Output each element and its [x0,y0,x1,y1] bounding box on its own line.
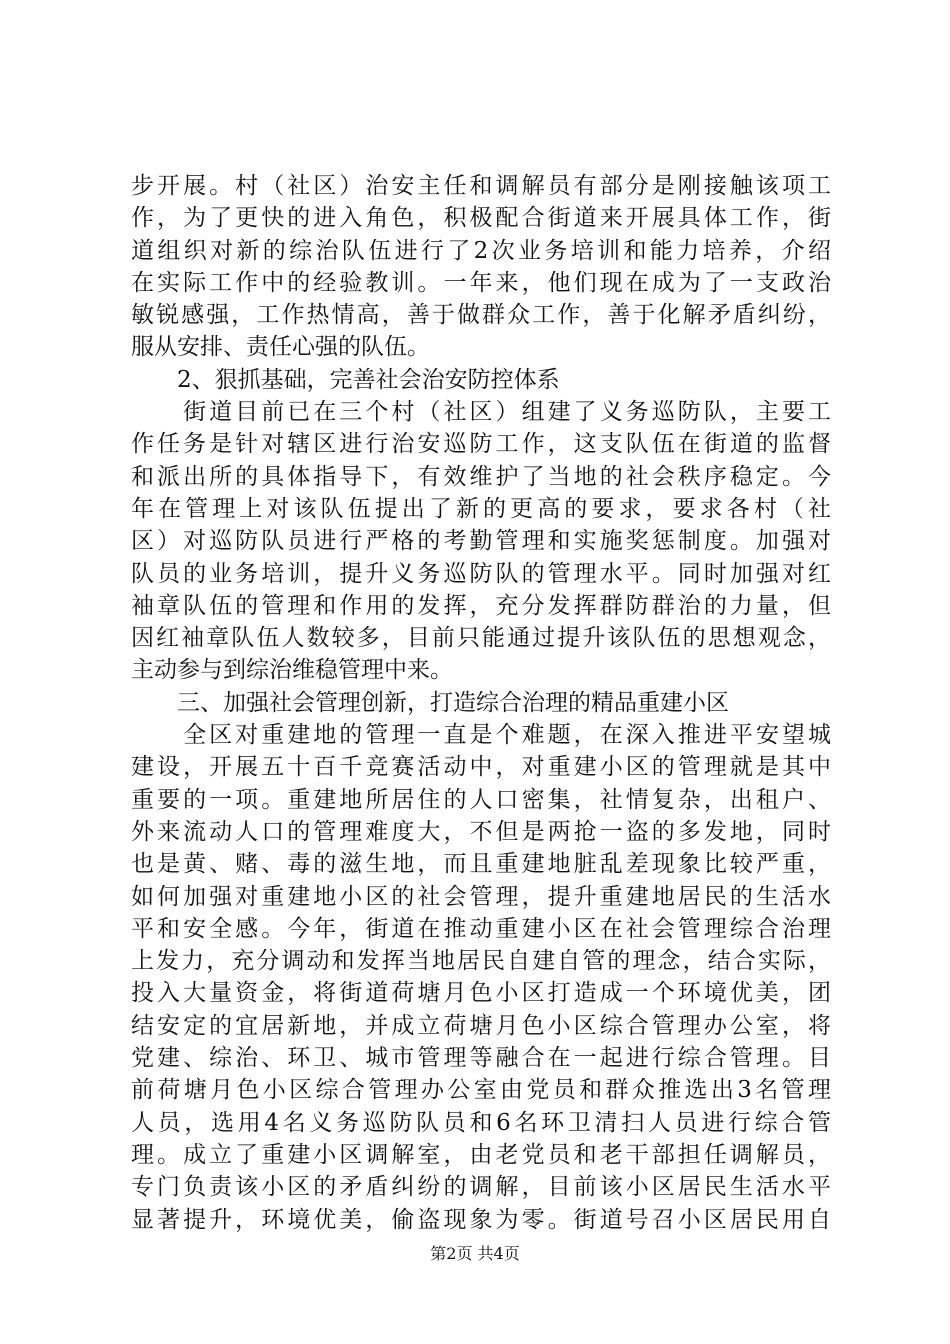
text-line: 三、加强社会管理创新，打造综合治理的精品重建小区 [131,689,729,716]
page-footer: 第2页 共4页 [430,1244,520,1263]
text-line: 上发力，充分调动和发挥当地居民自建自管的理念，结合实际， [131,948,831,975]
text-line: 党建、综治、环卫、城市管理等融合在一起进行综合管理。目 [131,1045,831,1072]
text-line: 专门负责该小区的矛盾纠纷的调解，目前该小区居民生活水平 [131,1174,831,1201]
text-line: 重要的一项。重建地所居住的人口密集，社情复杂，出租户、 [131,786,831,813]
text-line: 显著提升，环境优美，偷盗现象为零。街道号召小区居民用自 [131,1206,831,1233]
text-line: 前荷塘月色小区综合管理办公室由党员和群众推选出3名管理 [131,1077,831,1104]
document-body [131,170,831,1236]
text-line: 理。成立了重建小区调解室，由老党员和老干部担任调解员， [131,1141,831,1168]
text-line: 主动参与到综治维稳管理中来。 [131,657,453,684]
text-line: 结安定的宜居新地，并成立荷塘月色小区综合管理办公室，将 [131,1012,831,1039]
text-line: 全区对重建地的管理一直是个难题，在深入推进平安望城 [131,722,831,749]
text-line: 在实际工作中的经验教训。一年来，他们现在成为了一支政治 [131,269,831,296]
text-line: 袖章队伍的管理和作用的发挥，充分发挥群防群治的力量，但 [131,592,831,619]
text-line: 区）对巡防队员进行严格的考勤管理和实施奖惩制度。加强对 [131,528,831,555]
text-line: 平和安全感。今年，街道在推动重建小区在社会管理综合治理 [131,915,831,942]
text-line: 投入大量资金，将街道荷塘月色小区打造成一个环境优美，团 [131,980,831,1007]
text-line: 外来流动人口的管理难度大，不但是两抢一盗的多发地，同时 [131,818,831,845]
text-line: 服从安排、责任心强的队伍。 [131,334,430,361]
text-line: 道组织对新的综治队伍进行了2次业务培训和能力培养，介绍 [131,237,831,264]
text-line: 队员的业务培训，提升义务巡防队的管理水平。同时加强对红 [131,560,831,587]
text-line: 年在管理上对该队伍提出了新的更高的要求，要求各村（社 [131,495,831,522]
text-line: 步开展。村（社区）治安主任和调解员有部分是刚接触该项工 [131,173,831,199]
text-line: 作，为了更快的进入角色，积极配合街道来开展具体工作，街 [131,205,831,232]
text-line: 也是黄、赌、毒的滋生地，而且重建地脏乱差现象比较严重， [131,851,831,878]
text-line: 敏锐感强，工作热情高，善于做群众工作，善于化解矛盾纠纷， [131,302,831,329]
text-line: 街道目前已在三个村（社区）组建了义务巡防队，主要工 [131,399,831,426]
text-line: 因红袖章队伍人数较多，目前只能通过提升该队伍的思想观念， [131,625,831,652]
text-line: 人员，选用4名义务巡防队员和6名环卫清扫人员进行综合管 [131,1109,831,1136]
text-line: 和派出所的具体指导下，有效维护了当地的社会秩序稳定。今 [131,463,831,490]
text-line: 作任务是针对辖区进行治安巡防工作，这支队伍在街道的监督 [131,431,831,458]
text-line: 建设，开展五十百千竞赛活动中，对重建小区的管理就是其中 [131,754,831,781]
text-line: 2、狠抓基础，完善社会治安防控体系 [131,366,560,393]
text-line: 如何加强对重建地小区的社会管理，提升重建地居民的生活水 [131,883,831,910]
